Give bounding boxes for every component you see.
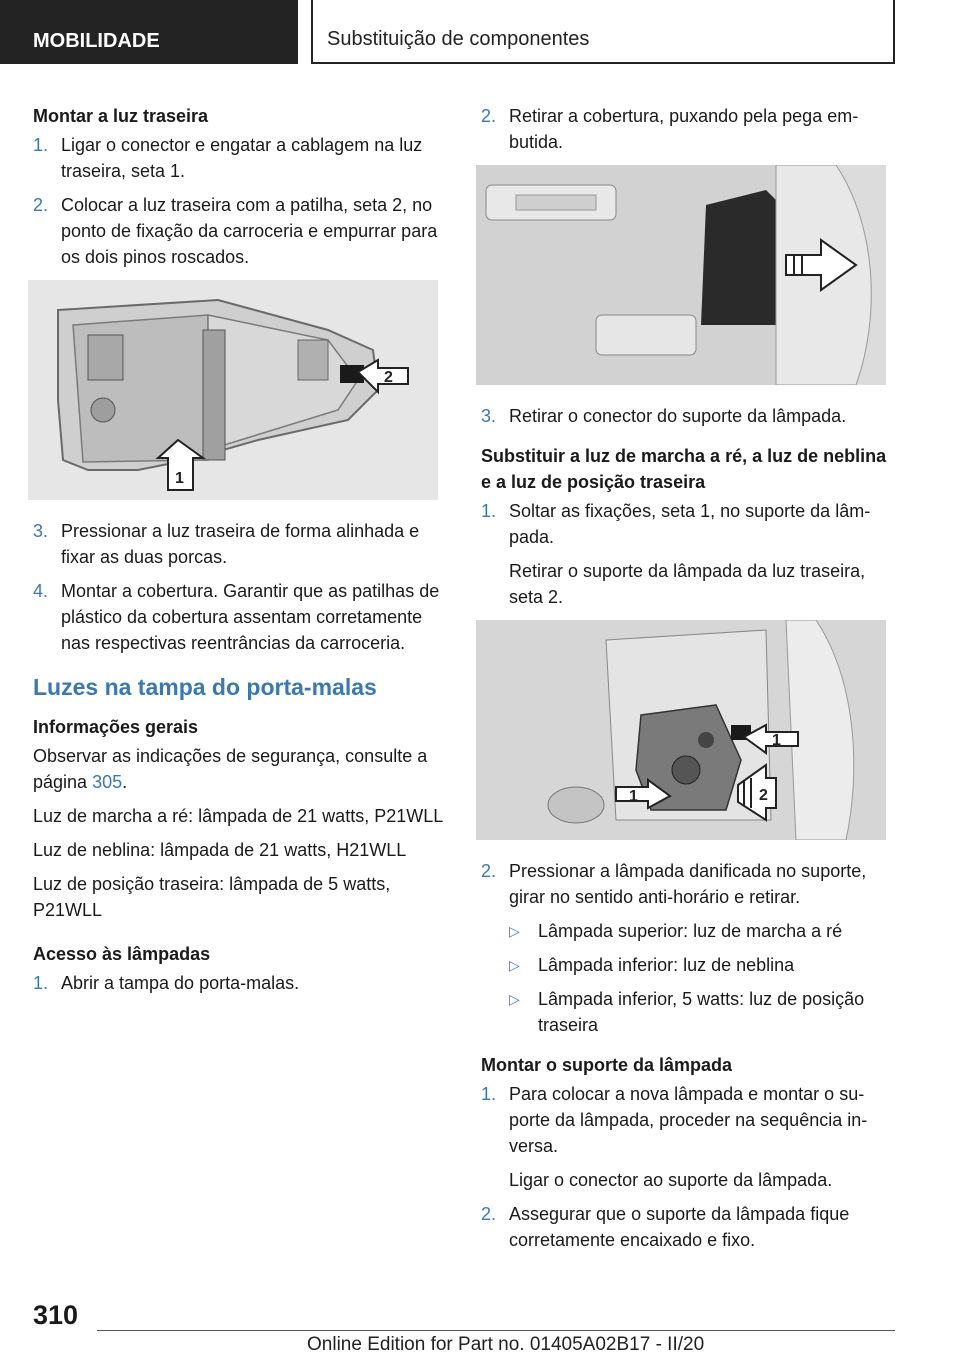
step-3 <box>33 518 449 570</box>
triangle-bullet-icon: ▷ <box>509 991 520 1007</box>
bullet-lower-bulb <box>481 952 891 978</box>
bullet-text: Lâmpada inferior: luz de neblina <box>538 955 795 975</box>
step-number: 1. <box>481 1084 497 1104</box>
triangle-bullet-icon: ▷ <box>509 923 520 939</box>
step-text: Abrir a tampa do porta-malas. <box>61 973 300 993</box>
left-column <box>33 103 449 1004</box>
replace-step-1 <box>481 498 891 550</box>
subheading-general-info: Informações gerais <box>33 717 199 737</box>
footer-edition: Online Edition for Part no. 01405A02B17 - II/20 <box>307 1334 705 1355</box>
replace-step-1-note: Retirar o suporte da lâmpada da luz traseira, seta 2. <box>509 561 866 607</box>
step-number: 2. <box>33 195 49 215</box>
step-2 <box>33 192 449 270</box>
step-text: Pressionar a luz traseira de forma alinhada e fixar as duas porcas. <box>61 521 420 567</box>
trunk-cover-illustration <box>476 165 886 385</box>
step-text: Para colocar a nova lâmpada e montar o suporte da lâmpada, proceder na sequência inversa. <box>509 1084 868 1156</box>
access-step-3 <box>481 403 891 429</box>
info-text-end: . <box>122 772 128 792</box>
figure-label: 2 <box>759 787 768 804</box>
access-step-2 <box>481 103 891 155</box>
page-number: 310 <box>33 1300 79 1330</box>
mount-step-1 <box>481 1081 891 1159</box>
step-number: 2. <box>481 106 497 126</box>
subheading-mount-tail-light: Montar a luz traseira <box>33 106 209 126</box>
bullet-text: Lâmpada inferior, 5 watts: luz de posição traseira <box>538 989 865 1035</box>
step-number: 2. <box>481 861 497 881</box>
step-number: 3. <box>33 521 49 541</box>
tail-light-illustration <box>28 280 438 500</box>
step-4 <box>33 578 449 656</box>
right-column <box>481 103 891 1261</box>
step-number: 2. <box>481 1204 497 1224</box>
step-1 <box>33 132 449 184</box>
step-number: 1. <box>33 973 49 993</box>
info-text: Observar as indicações de segurança, consulte a página <box>33 746 428 792</box>
bulb-holder-illustration <box>476 620 886 840</box>
figure-label: 1 <box>629 788 638 805</box>
page-reference-link[interactable]: 305 <box>92 772 123 792</box>
mount-step-1-note: Ligar o conector ao suporte da lâmpada. <box>509 1170 833 1190</box>
reversing-light-spec: Luz de marcha a ré: lâmpada de 21 watts, P21WLL <box>33 806 444 826</box>
bullet-lower-bulb-5w <box>481 986 891 1038</box>
bullet-text: Lâmpada superior: luz de marcha a ré <box>538 921 843 941</box>
replace-step-2 <box>481 858 891 910</box>
step-number: 3. <box>481 406 497 426</box>
step-text: Retirar o conector do suporte da lâmpada. <box>509 406 847 426</box>
mount-step-2 <box>481 1201 891 1253</box>
footer-divider <box>97 1330 895 1331</box>
figure-label: 1 <box>772 732 781 749</box>
step-text: Colocar a luz traseira com a patilha, seta 2, no ponto de fixação da carroceria e empurrar para os dois pinos roscados. <box>61 195 438 267</box>
fog-light-spec: Luz de neblina: lâmpada de 21 watts, H21WLL <box>33 840 407 860</box>
step-text: Ligar o conector e engatar a cablagem na luz traseira, seta 1. <box>61 135 423 181</box>
header-section: MOBILIDADE <box>0 0 298 64</box>
figure-label: 2 <box>384 369 393 386</box>
subheading-bulb-access: Acesso às lâmpadas <box>33 944 211 964</box>
step-number: 1. <box>33 135 49 155</box>
position-light-spec: Luz de posição traseira: lâmpada de 5 watts, P21WLL <box>33 874 391 920</box>
step-number: 1. <box>481 501 497 521</box>
step-text: Soltar as fixações, seta 1, no suporte da lâmpada. <box>509 501 871 547</box>
figure-label: 1 <box>175 470 184 487</box>
step-text: Pressionar a lâmpada danificada no suporte, girar no sentido anti-horário e retirar. <box>509 861 867 907</box>
bullet-upper-bulb <box>481 918 891 944</box>
step-text: Retirar a cobertura, puxando pela pega embutida. <box>509 106 859 152</box>
header-chapter: Substituição de componentes <box>311 0 895 64</box>
step-text: Montar a cobertura. Garantir que as patilhas de plástico da cobertura assentam corretamente nas respectivas reentrâncias da carroceria. <box>61 581 440 653</box>
step-text: Assegurar que o suporte da lâmpada fique corretamente encaixado e fixo. <box>509 1204 850 1250</box>
triangle-bullet-icon: ▷ <box>509 957 520 973</box>
info-paragraph <box>33 743 449 795</box>
subheading-replace-lights: Substituir a luz de marcha a ré, a luz de neblina e a luz de posição traseira <box>481 446 887 492</box>
subheading-mount-holder: Montar o suporte da lâmpada <box>481 1055 733 1075</box>
access-step-1 <box>33 970 449 996</box>
step-number: 4. <box>33 581 49 601</box>
section-heading: Luzes na tampa do porta-malas <box>33 674 377 700</box>
